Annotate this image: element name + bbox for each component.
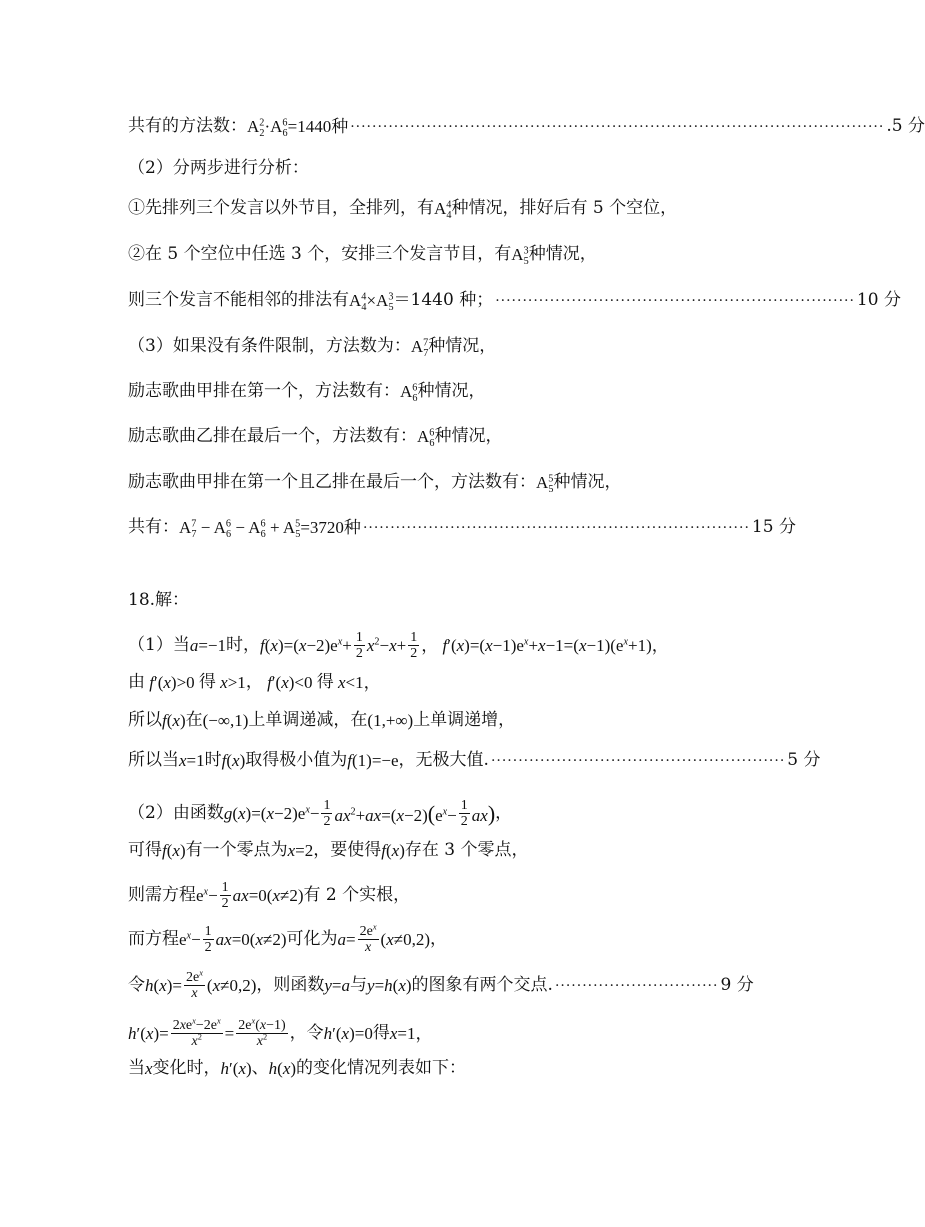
- line-step1: [128, 198, 732, 222]
- formula: (−∞,1): [202, 711, 249, 730]
- text: 得: [372, 1023, 390, 1044]
- text: 种情况，: [434, 426, 503, 446]
- formula: $A^7_7$: [410, 337, 429, 360]
- fraction: $\frac{1}{2}$: [323, 798, 331, 830]
- line-song-a-first-b-last: [128, 472, 732, 496]
- line-step2: [128, 244, 732, 268]
- text: 励志歌曲甲排在第一个，方法数有：: [128, 381, 400, 401]
- formula: (1,+∞): [367, 711, 414, 730]
- formula: h(x)=: [145, 976, 182, 996]
- text: 所以: [128, 710, 162, 730]
- line-extremum: [128, 750, 821, 770]
- line-method-count: [128, 116, 925, 140]
- leader-dots: ······························: [554, 977, 719, 994]
- formula: ax=0(x≠2): [215, 930, 287, 950]
- fraction: $\frac{2e^x}{x}$: [359, 922, 377, 956]
- text: 令: [128, 975, 145, 996]
- leader-dots: ··································································: [495, 292, 855, 309]
- text: 的图象有两个交点.: [411, 975, 553, 996]
- line-derivative-sign: [128, 674, 732, 691]
- formula: f(x): [162, 841, 186, 860]
- text: 种情况，: [417, 381, 486, 401]
- text: 有一个零点为: [185, 840, 288, 860]
- formula-f: $f(x)=(x-2)e^x+$: [260, 636, 352, 656]
- text: 种情况，: [428, 336, 497, 356]
- line-equation-roots: [128, 880, 732, 912]
- leader-dots: ······················································: [490, 752, 786, 769]
- line-total: [128, 517, 796, 541]
- formula: h′(x)=0: [323, 1024, 373, 1044]
- text: ，: [495, 803, 513, 824]
- text: （2）由函数: [128, 803, 224, 824]
- formula: ax=0(x≠2): [232, 886, 304, 906]
- text: 可得: [128, 840, 162, 860]
- line-equation-transform: [128, 924, 732, 956]
- formula: =: [224, 1024, 235, 1044]
- formula: $e^x-$: [196, 886, 218, 906]
- text: （1）当: [128, 635, 190, 656]
- formula: (x≠0,2): [206, 976, 257, 996]
- fraction: $\frac{1}{2}$: [355, 630, 363, 662]
- text: 上单调递增，: [413, 710, 516, 730]
- text: 励志歌曲乙排在最后一个，方法数有：: [128, 426, 417, 446]
- formula: $A^7_7 - A^6_6 - A^6_6 + A^5_5$: [179, 518, 301, 541]
- line-part2-heading: [128, 160, 732, 177]
- text: 得: [198, 672, 216, 692]
- formula: h′(x)=: [128, 1024, 169, 1044]
- text: ，: [430, 929, 448, 950]
- line-h-derivative: [128, 1018, 732, 1050]
- formula: y=a: [324, 976, 351, 996]
- text: 则三个发言不能相邻的排法有: [128, 290, 349, 310]
- line-zero-point: [128, 842, 732, 859]
- formula: x=2: [287, 841, 314, 860]
- formula: x: [145, 1059, 153, 1078]
- formula: (x≠0,2): [380, 930, 431, 950]
- formula: h(x): [268, 1059, 297, 1078]
- text: 上单调递减，在: [248, 710, 368, 730]
- formula: f′(x)<0: [267, 673, 317, 692]
- formula: f(x): [381, 841, 405, 860]
- text: 当: [128, 1058, 145, 1078]
- formula: x=1: [179, 751, 205, 770]
- formula-fprime: ， $f'(x)=(x-1)e^x+x-1=(x-1)(e^x+1)$，: [421, 636, 669, 656]
- text: 而方程: [128, 929, 179, 950]
- formula: ax): [471, 800, 496, 826]
- line-q18-heading: [128, 592, 732, 609]
- text: ②在 5 个空位中任选 3 个，安排三个发言节目，有: [128, 244, 512, 264]
- text: 所以当: [128, 750, 179, 770]
- formula: h′(x): [220, 1059, 252, 1078]
- text: 时，: [226, 635, 261, 656]
- formula: $A^4_4$: [434, 199, 452, 222]
- text: 、: [251, 1058, 269, 1078]
- text: 时: [204, 750, 222, 770]
- formula: $A^5_5$: [536, 473, 554, 496]
- formula: $A^4_4\times A^3_5$: [349, 291, 394, 314]
- formula: f′(x)>0: [149, 673, 199, 692]
- text: 存在 3 个零点，: [404, 840, 529, 860]
- fraction: $\frac{1}{2}$: [410, 630, 418, 662]
- fraction: $\frac{1}{2}$: [221, 880, 229, 912]
- line-q18-part1: [128, 630, 732, 662]
- fraction: $\frac{1}{2}$: [204, 924, 212, 956]
- formula: $ax^2+ax=(x-2)(e^x-$: [334, 800, 457, 826]
- text: 的变化情况列表如下：: [296, 1058, 467, 1078]
- text: 可化为: [286, 929, 338, 950]
- text: 取得极小值为: [245, 750, 348, 770]
- formula-f: $x^2-x+$: [366, 636, 407, 656]
- text: 种情况，: [528, 244, 597, 264]
- text: ，无极大值.: [398, 750, 489, 770]
- formula: f(1)=−e: [347, 751, 399, 770]
- line-define-h: [128, 968, 754, 1002]
- fraction: $\frac{1}{2}$: [460, 798, 468, 830]
- text: ，: [245, 672, 263, 692]
- text: ，则函数: [256, 975, 325, 996]
- formula: y=h(x): [367, 976, 412, 996]
- text: 种情况，: [553, 472, 622, 492]
- leader-dots: ··································································································: [350, 118, 885, 135]
- text: 种情况，排好后有 5 个空位，: [451, 198, 678, 218]
- formula: $e^x-$: [179, 930, 201, 950]
- leader-dots: ·······································································: [362, 519, 750, 536]
- score: 5 分: [787, 750, 821, 770]
- formula: $g(x)=(x-2)e^x-$: [223, 804, 320, 824]
- text: 有 2 个实根，: [303, 885, 411, 906]
- line-nonadjacent: [128, 290, 901, 314]
- text: 得: [316, 672, 334, 692]
- formula: x<1，: [337, 673, 381, 692]
- text: 由: [128, 672, 145, 692]
- text: 在: [185, 710, 203, 730]
- formula: $A^6_6$: [417, 427, 435, 450]
- text: 与: [350, 975, 368, 996]
- text: 共有：: [128, 517, 179, 537]
- text: 则需方程: [128, 885, 196, 906]
- line-part2-function: [128, 798, 732, 830]
- score: 10 分: [856, 290, 901, 310]
- formula: x=1，: [389, 1024, 433, 1044]
- line-song-b-last: [128, 426, 732, 450]
- formula: $A^3_5$: [511, 245, 529, 268]
- line-monotonic: [128, 712, 732, 729]
- line-table-intro: [128, 1060, 732, 1077]
- text: ，要使得: [313, 840, 382, 860]
- text: 共有的方法数：: [128, 116, 247, 136]
- line-part3: [128, 336, 732, 360]
- text: 变化时，: [152, 1058, 221, 1078]
- score: 9 分: [720, 975, 754, 996]
- formula: x>1: [220, 673, 246, 692]
- text: ①先排列三个发言以外节目，全排列，有: [128, 198, 434, 218]
- formula-result: =3720种: [300, 518, 361, 537]
- fraction: $\frac{2e^x}{x}$: [185, 968, 203, 1002]
- text: 18.解：: [128, 590, 190, 610]
- text: （3）如果没有条件限制，方法数为：: [128, 336, 411, 356]
- formula: $A^2_2\cdot A^6_6=1440$种: [247, 117, 349, 140]
- text: ＝1440 种；: [393, 290, 494, 310]
- formula: a: [189, 636, 199, 656]
- text: 励志歌曲甲排在第一个且乙排在最后一个，方法数有：: [128, 472, 536, 492]
- fraction: $\frac{2e^x(x-1)}{x^2}$: [238, 1016, 286, 1050]
- formula: f(x): [221, 751, 246, 770]
- formula: =−1: [198, 636, 227, 656]
- score: 15 分: [751, 517, 796, 537]
- line-song-a-first: [128, 381, 732, 405]
- formula: f(x): [162, 711, 186, 730]
- formula: $A^6_6$: [400, 382, 418, 405]
- fraction: $\frac{2xe^x-2e^x}{x^2}$: [172, 1016, 221, 1050]
- formula: a=: [337, 930, 356, 950]
- score: .5 分: [886, 116, 925, 136]
- text: ，令: [289, 1023, 324, 1044]
- text: （2）分两步进行分析：: [128, 158, 309, 178]
